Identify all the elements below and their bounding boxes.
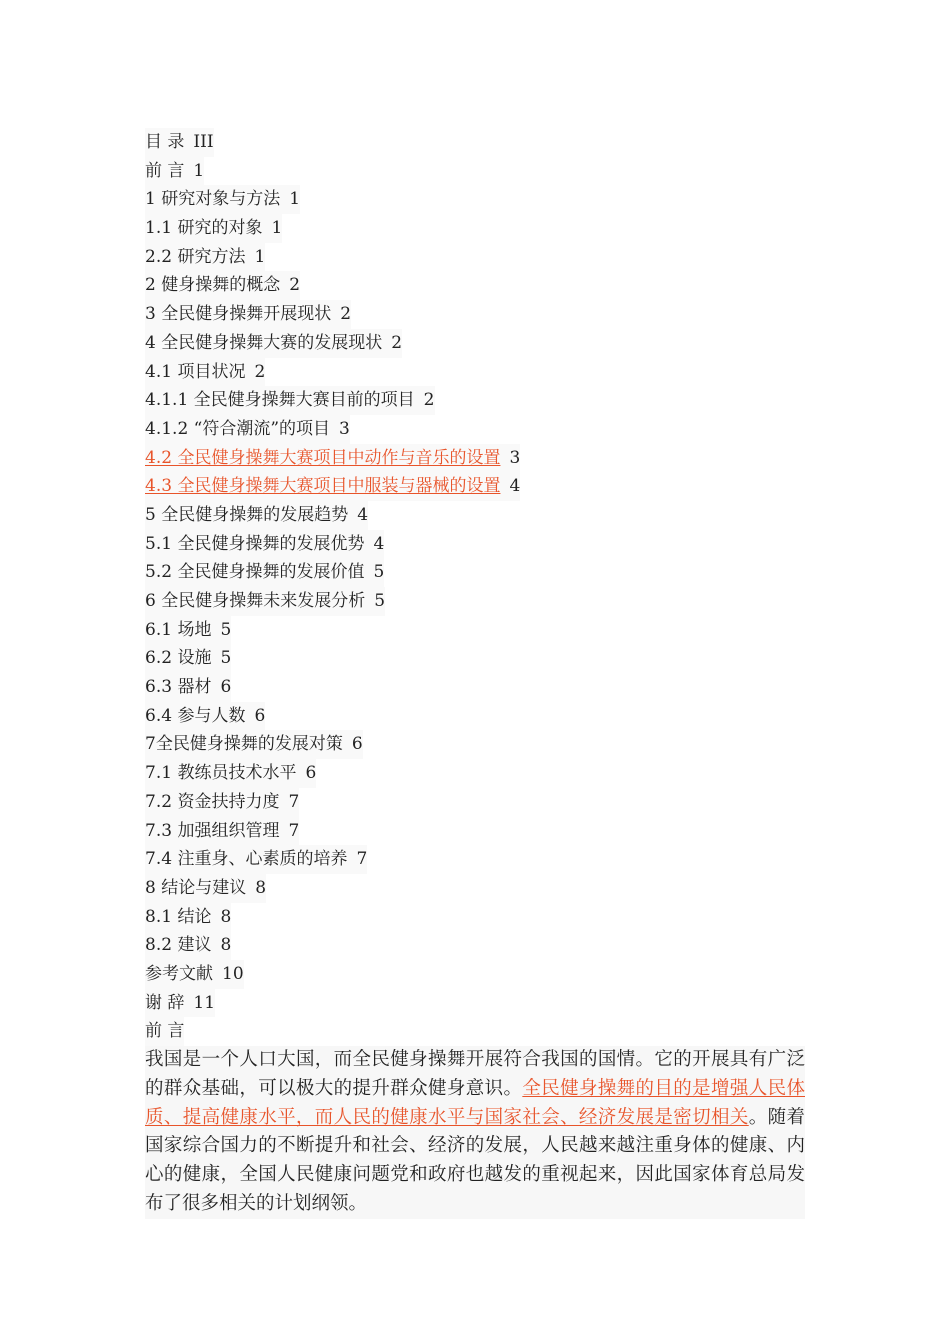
document-page [145,128,825,1219]
toc-entry-page-number: 5 [373,562,385,583]
preface-paragraph [145,1046,805,1219]
toc-entry-page-number: 4 [373,533,385,554]
toc-entry[interactable] [145,730,363,759]
toc-entry-page-number: 5 [374,591,386,611]
toc-entry[interactable] [145,157,204,186]
toc-entry-page-number: 1 [193,160,205,181]
toc-entry[interactable] [145,300,351,329]
toc-entry[interactable] [145,444,520,473]
toc-entry-page-number: 2 [423,390,435,411]
toc-entry-title: 7.3 加强组织管理 [145,820,280,841]
toc-entry-title: 6.3 器材 [145,677,212,698]
toc-entry-title: 8.2 建议 [145,935,212,956]
toc-entry-title: 6.4 参与人数 [145,705,246,726]
toc-entry-page-number: 4 [509,476,521,497]
toc-entry[interactable] [145,931,231,960]
toc-entry-page-number: 11 [193,992,216,1013]
toc-entry-page-number: 3 [509,447,521,468]
toc-entry-link[interactable]: 4.2 全民健身操舞大赛项目中动作与音乐的设置 [145,447,501,468]
toc-entry[interactable] [145,845,367,874]
toc-entry-title: 目 录 [145,132,185,152]
toc-entry-page-number: 2 [254,361,266,382]
toc-entry[interactable] [145,128,214,157]
toc-entry[interactable] [145,788,299,817]
toc-entry-page-number: 6 [351,734,363,755]
toc-entry-page-number: 10 [222,963,244,984]
toc-entry[interactable] [145,817,299,846]
toc-entry[interactable] [145,616,231,645]
toc-entry-page-number: 1 [254,246,266,267]
toc-entry[interactable] [145,759,316,788]
toc-entry-page-number: 6 [254,705,266,726]
toc-entry-title: 1.1 研究的对象 [145,218,263,239]
toc-entry-title: 4 全民健身操舞大赛的发展现状 [145,332,383,353]
toc-entry-page-number: 2 [391,332,403,353]
toc-entry-title: 参考文献 [145,963,213,984]
toc-entry-page-number: 3 [339,418,350,439]
toc-entry[interactable] [145,644,231,673]
toc-entry-title: 8 结论与建议 [145,877,247,898]
toc-entry[interactable] [145,960,244,989]
toc-entry[interactable] [145,673,231,702]
toc-entry-title: 5.2 全民健身操舞的发展价值 [145,562,365,583]
preface-heading: 前 言 [145,1017,184,1046]
toc-entry-title: 7全民健身操舞的发展对策 [145,734,343,755]
toc-entry-page-number: 6 [220,677,232,698]
toc-entry-link[interactable]: 4.3 全民健身操舞大赛项目中服装与器械的设置 [145,476,501,497]
toc-entry-title: 6.2 设施 [145,648,212,669]
toc-entry-title: 5.1 全民健身操舞的发展优势 [145,533,365,554]
toc-entry-page-number: 7 [356,849,368,870]
toc-entry-title: 4.1.2 “符合潮流”的项目 [145,418,331,439]
toc-entry-page-number: 1 [271,218,283,239]
toc-entry[interactable] [145,185,300,214]
toc-entry[interactable] [145,874,266,903]
preface-text-after: 。随着国家综合国力的不断提升和社会、经济的发展，人民越来越注重身体的健康、内心的健康，全国人民健康问题党和政府也越发的重视起来，因此国家体育总局发布了很多相关的计划纲领。 [145,1106,805,1214]
toc-entry-title: 2 健身操舞的概念 [145,275,281,296]
toc-entry-page-number: 2 [289,275,301,296]
toc-entry-page-number: 7 [288,791,300,812]
toc-entry[interactable] [145,386,435,415]
preface-text-before: 我国是一个人口大国，而全民健身操舞开展符合我国的国情。它的开展具有广泛的群众基础，可以极大的提升群众健身意识。 [145,1049,805,1099]
toc-entry-title: 6 全民健身操舞未来发展分析 [145,591,366,611]
toc-entry-page-number: 7 [288,820,300,841]
toc-entry[interactable] [145,214,282,243]
toc-entry-title: 4.1.1 全民健身操舞大赛目前的项目 [145,390,415,411]
toc-entry-title: 4.1 项目状况 [145,361,246,382]
toc-entry-page-number: 8 [220,935,232,956]
toc-entry[interactable] [145,271,300,300]
toc-entry[interactable] [145,530,384,559]
toc-entry[interactable] [145,558,384,587]
toc-entry-title: 2.2 研究方法 [145,246,246,267]
toc-entry[interactable] [145,472,520,501]
toc-entry[interactable] [145,903,231,932]
toc-entry-page-number: 6 [305,763,317,784]
toc-entry-title: 1 研究对象与方法 [145,189,281,210]
toc-entry-page-number: III [193,132,214,152]
toc-entry[interactable] [145,587,385,616]
toc-entry[interactable] [145,358,265,387]
toc-entry-title: 前 言 [145,160,185,181]
toc-entry-page-number: 8 [220,906,232,927]
toc-entry[interactable] [145,501,368,530]
toc-entry[interactable] [145,989,215,1018]
toc-entry-page-number: 4 [357,504,369,525]
table-of-contents [145,128,825,1017]
toc-entry[interactable] [145,702,265,731]
toc-entry-title: 5 全民健身操舞的发展趋势 [145,504,349,525]
toc-entry[interactable] [145,415,350,444]
toc-entry[interactable] [145,329,402,358]
preface-link[interactable]: 全民健身操舞的目的是增强人民体质、提高健康水平，而人民的健康水平与国家社会、经济发展是密切相关 [145,1077,805,1128]
toc-entry-title: 7.4 注重身、心素质的培养 [145,849,348,870]
toc-entry-title: 8.1 结论 [145,906,212,927]
toc-entry-title: 7.1 教练员技术水平 [145,763,297,784]
toc-entry[interactable] [145,243,265,272]
toc-entry-page-number: 5 [220,619,232,640]
toc-entry-title: 7.2 资金扶持力度 [145,791,280,812]
toc-entry-page-number: 1 [289,189,301,210]
toc-entry-title: 3 全民健身操舞开展现状 [145,304,332,325]
toc-entry-page-number: 8 [255,877,267,898]
toc-entry-page-number: 5 [220,648,232,669]
toc-entry-title: 6.1 场地 [145,619,212,640]
toc-entry-title: 谢 辞 [145,992,185,1013]
toc-entry-page-number: 2 [340,304,352,325]
